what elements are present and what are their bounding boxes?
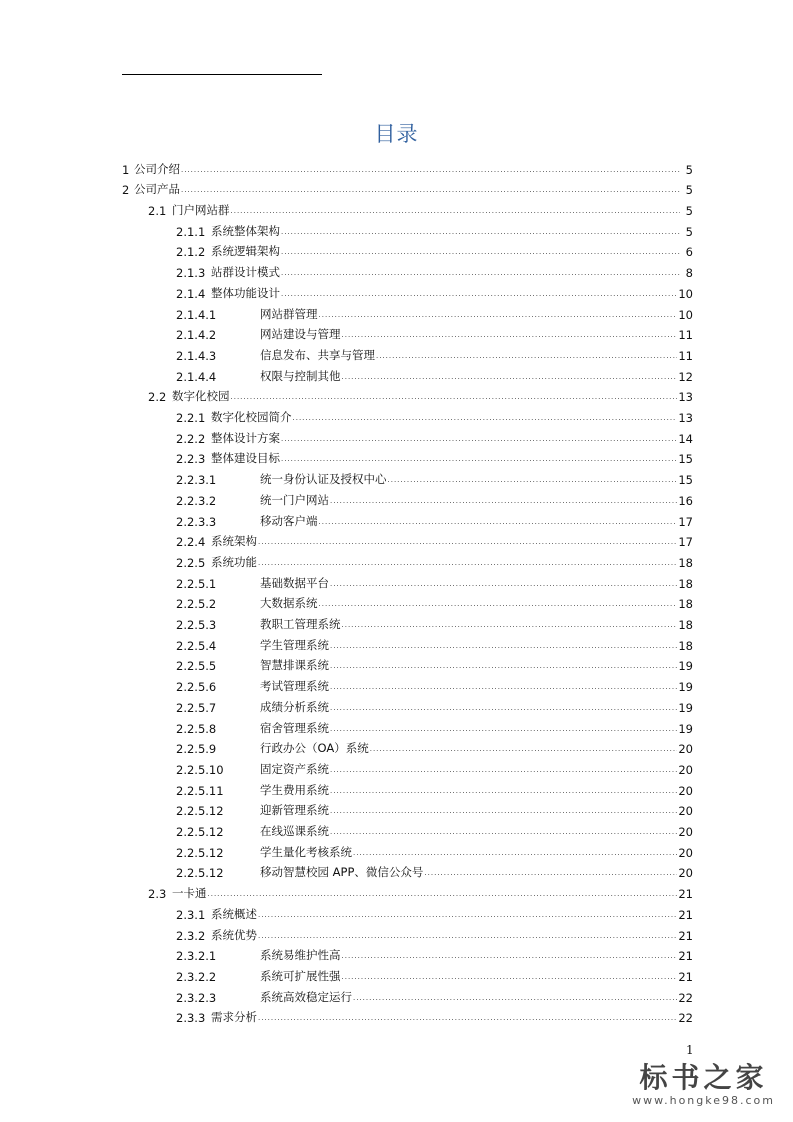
toc-entry-page: 21: [678, 887, 693, 902]
toc-entry-label: 数字化校园: [172, 389, 230, 404]
toc-dot-leader: [281, 229, 680, 236]
toc-dot-leader: [330, 829, 677, 836]
toc-entry-label: 学生量化考核系统: [260, 844, 352, 859]
toc-dot-leader: [342, 953, 678, 960]
toc-entry-number: 2.2.5.10: [176, 762, 224, 777]
toc-title: 目录: [374, 122, 419, 146]
toc-entry[interactable]: [176, 404, 693, 425]
toc-entry-number: 2.2.2: [176, 431, 206, 446]
toc-entry-number: 2.1.4: [176, 286, 206, 301]
toc-entry-number: 2.2.5.11: [176, 783, 224, 798]
toc-entry-label: 站群设计模式: [211, 265, 280, 280]
toc-dot-leader: [330, 498, 677, 505]
toc-entry[interactable]: [176, 984, 693, 1005]
header-rule: [122, 74, 322, 75]
toc-entry-page: 15: [678, 452, 693, 467]
toc-entry[interactable]: [176, 674, 693, 695]
toc-entry-label: 信息发布、共享与管理: [260, 347, 375, 362]
toc-entry-number: 2.2.5.7: [176, 700, 217, 715]
toc-dot-leader: [281, 270, 680, 277]
toc-entry[interactable]: [176, 239, 693, 260]
toc-entry-label: 系统概述: [211, 906, 257, 921]
toc-entry-label: 行政办公（OA）系统: [260, 741, 369, 756]
toc-entry-number: 2.2.5.6: [176, 680, 217, 695]
toc-entry-page: 21: [678, 907, 693, 922]
toc-entry[interactable]: [176, 839, 693, 860]
toc-entry-number: 2.1.1: [176, 224, 206, 239]
toc-dot-leader: [319, 519, 678, 526]
toc-entry-page: 16: [678, 493, 693, 508]
toc-entry-label: 学生费用系统: [260, 782, 329, 797]
toc-entry-page: 14: [678, 431, 693, 446]
toc-dot-leader: [342, 332, 678, 339]
toc-dot-leader: [424, 870, 677, 877]
toc-entry-label: 需求分析: [211, 1010, 257, 1025]
toc-dot-leader: [353, 850, 677, 857]
toc-entry-label: 移动智慧校园 APP、微信公众号: [260, 865, 424, 880]
toc-entry-label: 数字化校园简介: [211, 410, 292, 425]
toc-dot-leader: [208, 891, 678, 898]
toc-dot-leader: [330, 684, 677, 691]
toc-dot-leader: [281, 436, 677, 443]
toc-entry[interactable]: [176, 487, 693, 508]
toc-entry[interactable]: [176, 943, 693, 964]
toc-entry[interactable]: [176, 446, 693, 467]
toc-dot-leader: [258, 539, 677, 546]
toc-entry-number: 2.1.4.2: [176, 328, 217, 343]
toc-dot-leader: [231, 394, 678, 401]
toc-entry-label: 大数据系统: [260, 596, 318, 611]
toc-dot-leader: [231, 208, 681, 215]
toc-dot-leader: [330, 808, 677, 815]
toc-dot-leader: [376, 353, 677, 360]
toc-entry[interactable]: [176, 922, 693, 943]
toc-entry-page: 5: [685, 204, 693, 219]
toc-entry-number: 2.2: [148, 390, 167, 405]
toc-entry-number: 2.2.5.8: [176, 721, 217, 736]
toc-entry-page: 21: [678, 928, 693, 943]
toc-entry-number: 2.2.5.1: [176, 576, 217, 591]
toc-entry-number: 2.3.2.3: [176, 990, 217, 1005]
toc-dot-leader: [258, 912, 677, 919]
toc-entry-label: 系统架构: [211, 534, 257, 549]
toc-entry-label: 移动客户端: [260, 513, 318, 528]
toc-entry-page: 22: [678, 1011, 693, 1026]
toc-entry-number: 2.1.4.3: [176, 348, 217, 363]
toc-entry-page: 20: [678, 742, 693, 757]
toc-entry-number: 2.3.3: [176, 1011, 206, 1026]
toc-entry-label: 系统高效稳定运行: [260, 989, 352, 1004]
toc-entry-label: 公司介绍: [134, 161, 180, 176]
toc-entry-number: 2.3.2: [176, 928, 206, 943]
toc-entry-page: 22: [678, 990, 693, 1005]
toc-entry-page: 19: [678, 659, 693, 674]
toc-entry-label: 统一门户网站: [260, 492, 329, 507]
toc-entry[interactable]: [176, 694, 693, 715]
toc-entry[interactable]: [176, 322, 693, 343]
toc-entry-number: 1: [122, 162, 130, 177]
toc-entry-number: 2.2.5.3: [176, 618, 217, 633]
toc-entry-page: 19: [678, 721, 693, 736]
toc-entry-label: 在线巡课系统: [260, 824, 329, 839]
toc-entry[interactable]: [176, 632, 693, 653]
toc-entry[interactable]: [176, 736, 693, 757]
toc-entry-page: 20: [678, 825, 693, 840]
toc-entry[interactable]: [122, 177, 693, 198]
toc-entry-label: 系统逻辑架构: [211, 244, 280, 259]
toc-entry-page: 10: [678, 307, 693, 322]
toc-entry-label: 宿舍管理系统: [260, 720, 329, 735]
toc-entry-number: 2.2.5.12: [176, 845, 224, 860]
toc-entry-page: 5: [685, 183, 693, 198]
toc-dot-leader: [258, 1015, 677, 1022]
toc-entry-label: 系统优势: [211, 927, 257, 942]
toc-entry-label: 系统整体架构: [211, 223, 280, 238]
toc-dot-leader: [342, 374, 678, 381]
toc-entry-number: 2.2.5.4: [176, 638, 217, 653]
toc-entry-number: 2.2.3.2: [176, 493, 217, 508]
toc-entry-page: 20: [678, 845, 693, 860]
toc-entry-number: 2.1.4.1: [176, 307, 217, 322]
toc-entry-label: 一卡通: [172, 886, 207, 901]
toc-entry-label: 系统易维护性高: [260, 948, 341, 963]
toc-dot-leader: [342, 974, 678, 981]
toc-entry-page: 13: [678, 390, 693, 405]
toc-entry-number: 2.3: [148, 887, 167, 902]
toc-entry-page: 15: [678, 473, 693, 488]
toc-entry-number: 2.2.3: [176, 452, 206, 467]
toc-entry-page: 20: [678, 783, 693, 798]
toc-entry-page: 5: [685, 162, 693, 177]
toc-entry-number: 2.1.4.4: [176, 369, 217, 384]
toc-entry[interactable]: [176, 591, 693, 612]
toc-entry-label: 学生管理系统: [260, 637, 329, 652]
toc-entry[interactable]: [122, 156, 693, 177]
toc-entry[interactable]: [176, 467, 693, 488]
toc-entry-page: 13: [678, 411, 693, 426]
toc-entry-page: 11: [678, 348, 693, 363]
page-number: 1: [686, 1043, 694, 1057]
toc-entry-number: 2.2.3.1: [176, 473, 217, 488]
toc-entry-label: 网站建设与管理: [260, 327, 341, 342]
toc-dot-leader: [330, 788, 677, 795]
toc-dot-leader: [181, 167, 680, 174]
toc-entry-page: 8: [685, 266, 693, 281]
toc-entry[interactable]: [148, 881, 693, 902]
toc-entry[interactable]: [176, 777, 693, 798]
toc-entry[interactable]: [176, 260, 693, 281]
toc-entry[interactable]: [176, 715, 693, 736]
toc-dot-leader: [258, 560, 677, 567]
toc-entry-number: 2.2.5.5: [176, 659, 217, 674]
toc-entry[interactable]: [176, 611, 693, 632]
toc-entry-number: 2.1: [148, 204, 167, 219]
watermark-logo: [632, 1062, 775, 1107]
toc-dot-leader: [388, 477, 678, 484]
toc-entry-number: 2.2.1: [176, 411, 206, 426]
toc-entry[interactable]: [148, 197, 693, 218]
toc-entry-label: 成绩分析系统: [260, 699, 329, 714]
toc-dot-leader: [319, 601, 678, 608]
toc-dot-leader: [370, 746, 678, 753]
toc-entry-number: 2.3.1: [176, 907, 206, 922]
toc-entry-page: 20: [678, 866, 693, 881]
toc-dot-leader: [281, 456, 677, 463]
toc-entry-label: 系统功能: [211, 554, 257, 569]
toc-entry-page: 19: [678, 680, 693, 695]
toc-entry-page: 18: [678, 618, 693, 633]
toc-entry-page: 10: [678, 286, 693, 301]
toc-dot-leader: [330, 581, 677, 588]
toc-dot-leader: [258, 933, 677, 940]
toc-entry[interactable]: [176, 280, 693, 301]
toc-entry-label: 统一身份认证及授权中心: [260, 472, 387, 487]
toc-entry-number: 2.2.5.12: [176, 825, 224, 840]
toc-entry-label: 整体功能设计: [211, 285, 280, 300]
toc-entry[interactable]: [176, 818, 693, 839]
toc-entry[interactable]: [176, 218, 693, 239]
toc-entry[interactable]: [176, 342, 693, 363]
toc-entry[interactable]: [176, 756, 693, 777]
toc-entry[interactable]: [176, 963, 693, 984]
toc-dot-leader: [330, 767, 677, 774]
toc-entry-page: 18: [678, 638, 693, 653]
toc-entry-number: 2.1.3: [176, 266, 206, 281]
toc-entry-label: 固定资产系统: [260, 761, 329, 776]
toc-entry-label: 整体建设目标: [211, 451, 280, 466]
toc-entry[interactable]: [176, 363, 693, 384]
toc-entry-number: 2.1.2: [176, 245, 206, 260]
toc-entry-page: 20: [678, 762, 693, 777]
toc-dot-leader: [330, 705, 677, 712]
toc-entry-number: 2.2.3.3: [176, 514, 217, 529]
toc-entry-number: 2.3.2.1: [176, 949, 217, 964]
toc-entry-label: 门户网站群: [172, 203, 230, 218]
toc-entry-number: 2.2.5.2: [176, 597, 217, 612]
toc-entry-label: 网站群管理: [260, 306, 318, 321]
toc-entry-page: 21: [678, 949, 693, 964]
toc-dot-leader: [293, 415, 678, 422]
toc-entry[interactable]: [176, 425, 693, 446]
toc-dot-leader: [281, 249, 680, 256]
toc-entry[interactable]: [176, 901, 693, 922]
toc-entry-number: 2.2.5.12: [176, 866, 224, 881]
toc-entry-page: 6: [685, 245, 693, 260]
toc-dot-leader: [353, 995, 677, 1002]
toc-entry-number: 2: [122, 183, 130, 198]
toc-entry[interactable]: [176, 798, 693, 819]
toc-entry-page: 19: [678, 700, 693, 715]
watermark-url: www.hongke98.com: [632, 1094, 775, 1107]
toc-entry[interactable]: [176, 653, 693, 674]
toc-entry-page: 17: [678, 535, 693, 550]
toc-dot-leader: [330, 726, 677, 733]
toc-entry-page: 12: [678, 369, 693, 384]
toc-dot-leader: [330, 663, 677, 670]
toc-entry[interactable]: [176, 529, 693, 550]
toc-entry-page: 11: [678, 328, 693, 343]
toc-entry-number: 2.2.5.9: [176, 742, 217, 757]
toc-entry-label: 基础数据平台: [260, 575, 329, 590]
toc-dot-leader: [181, 187, 680, 194]
toc-entry[interactable]: [176, 301, 693, 322]
toc-entry-label: 教职工管理系统: [260, 617, 341, 632]
toc-entry-label: 智慧排课系统: [260, 658, 329, 673]
toc-entry-label: 权限与控制其他: [260, 368, 341, 383]
toc-dot-leader: [281, 291, 677, 298]
toc-entry-number: 2.2.5.12: [176, 804, 224, 819]
toc-entry-label: 考试管理系统: [260, 679, 329, 694]
toc-entry[interactable]: [176, 508, 693, 529]
toc-entry-label: 系统可扩展性强: [260, 968, 341, 983]
toc-entry-label: 迎新管理系统: [260, 803, 329, 818]
watermark-name: 标书之家: [639, 1061, 768, 1094]
toc-dot-leader: [319, 312, 678, 319]
toc-entry-page: 18: [678, 555, 693, 570]
toc-entry-page: 20: [678, 804, 693, 819]
toc-entry[interactable]: [148, 384, 693, 405]
toc-dot-leader: [330, 643, 677, 650]
toc-entry-number: 2.3.2.2: [176, 969, 217, 984]
toc-entry-page: 18: [678, 597, 693, 612]
toc-entry[interactable]: [176, 570, 693, 591]
toc-entry-page: 5: [685, 224, 693, 239]
toc-entry[interactable]: [176, 1005, 693, 1026]
toc-entry-label: 整体设计方案: [211, 430, 280, 445]
toc-entry-number: 2.2.5: [176, 555, 206, 570]
toc-entry-page: 18: [678, 576, 693, 591]
toc-entry[interactable]: [176, 549, 693, 570]
toc-entry-number: 2.2.4: [176, 535, 206, 550]
toc-entry[interactable]: [176, 860, 693, 881]
toc-dot-leader: [342, 622, 678, 629]
toc-entry-page: 21: [678, 969, 693, 984]
toc-entry-label: 公司产品: [134, 182, 180, 197]
toc-entry-page: 17: [678, 514, 693, 529]
